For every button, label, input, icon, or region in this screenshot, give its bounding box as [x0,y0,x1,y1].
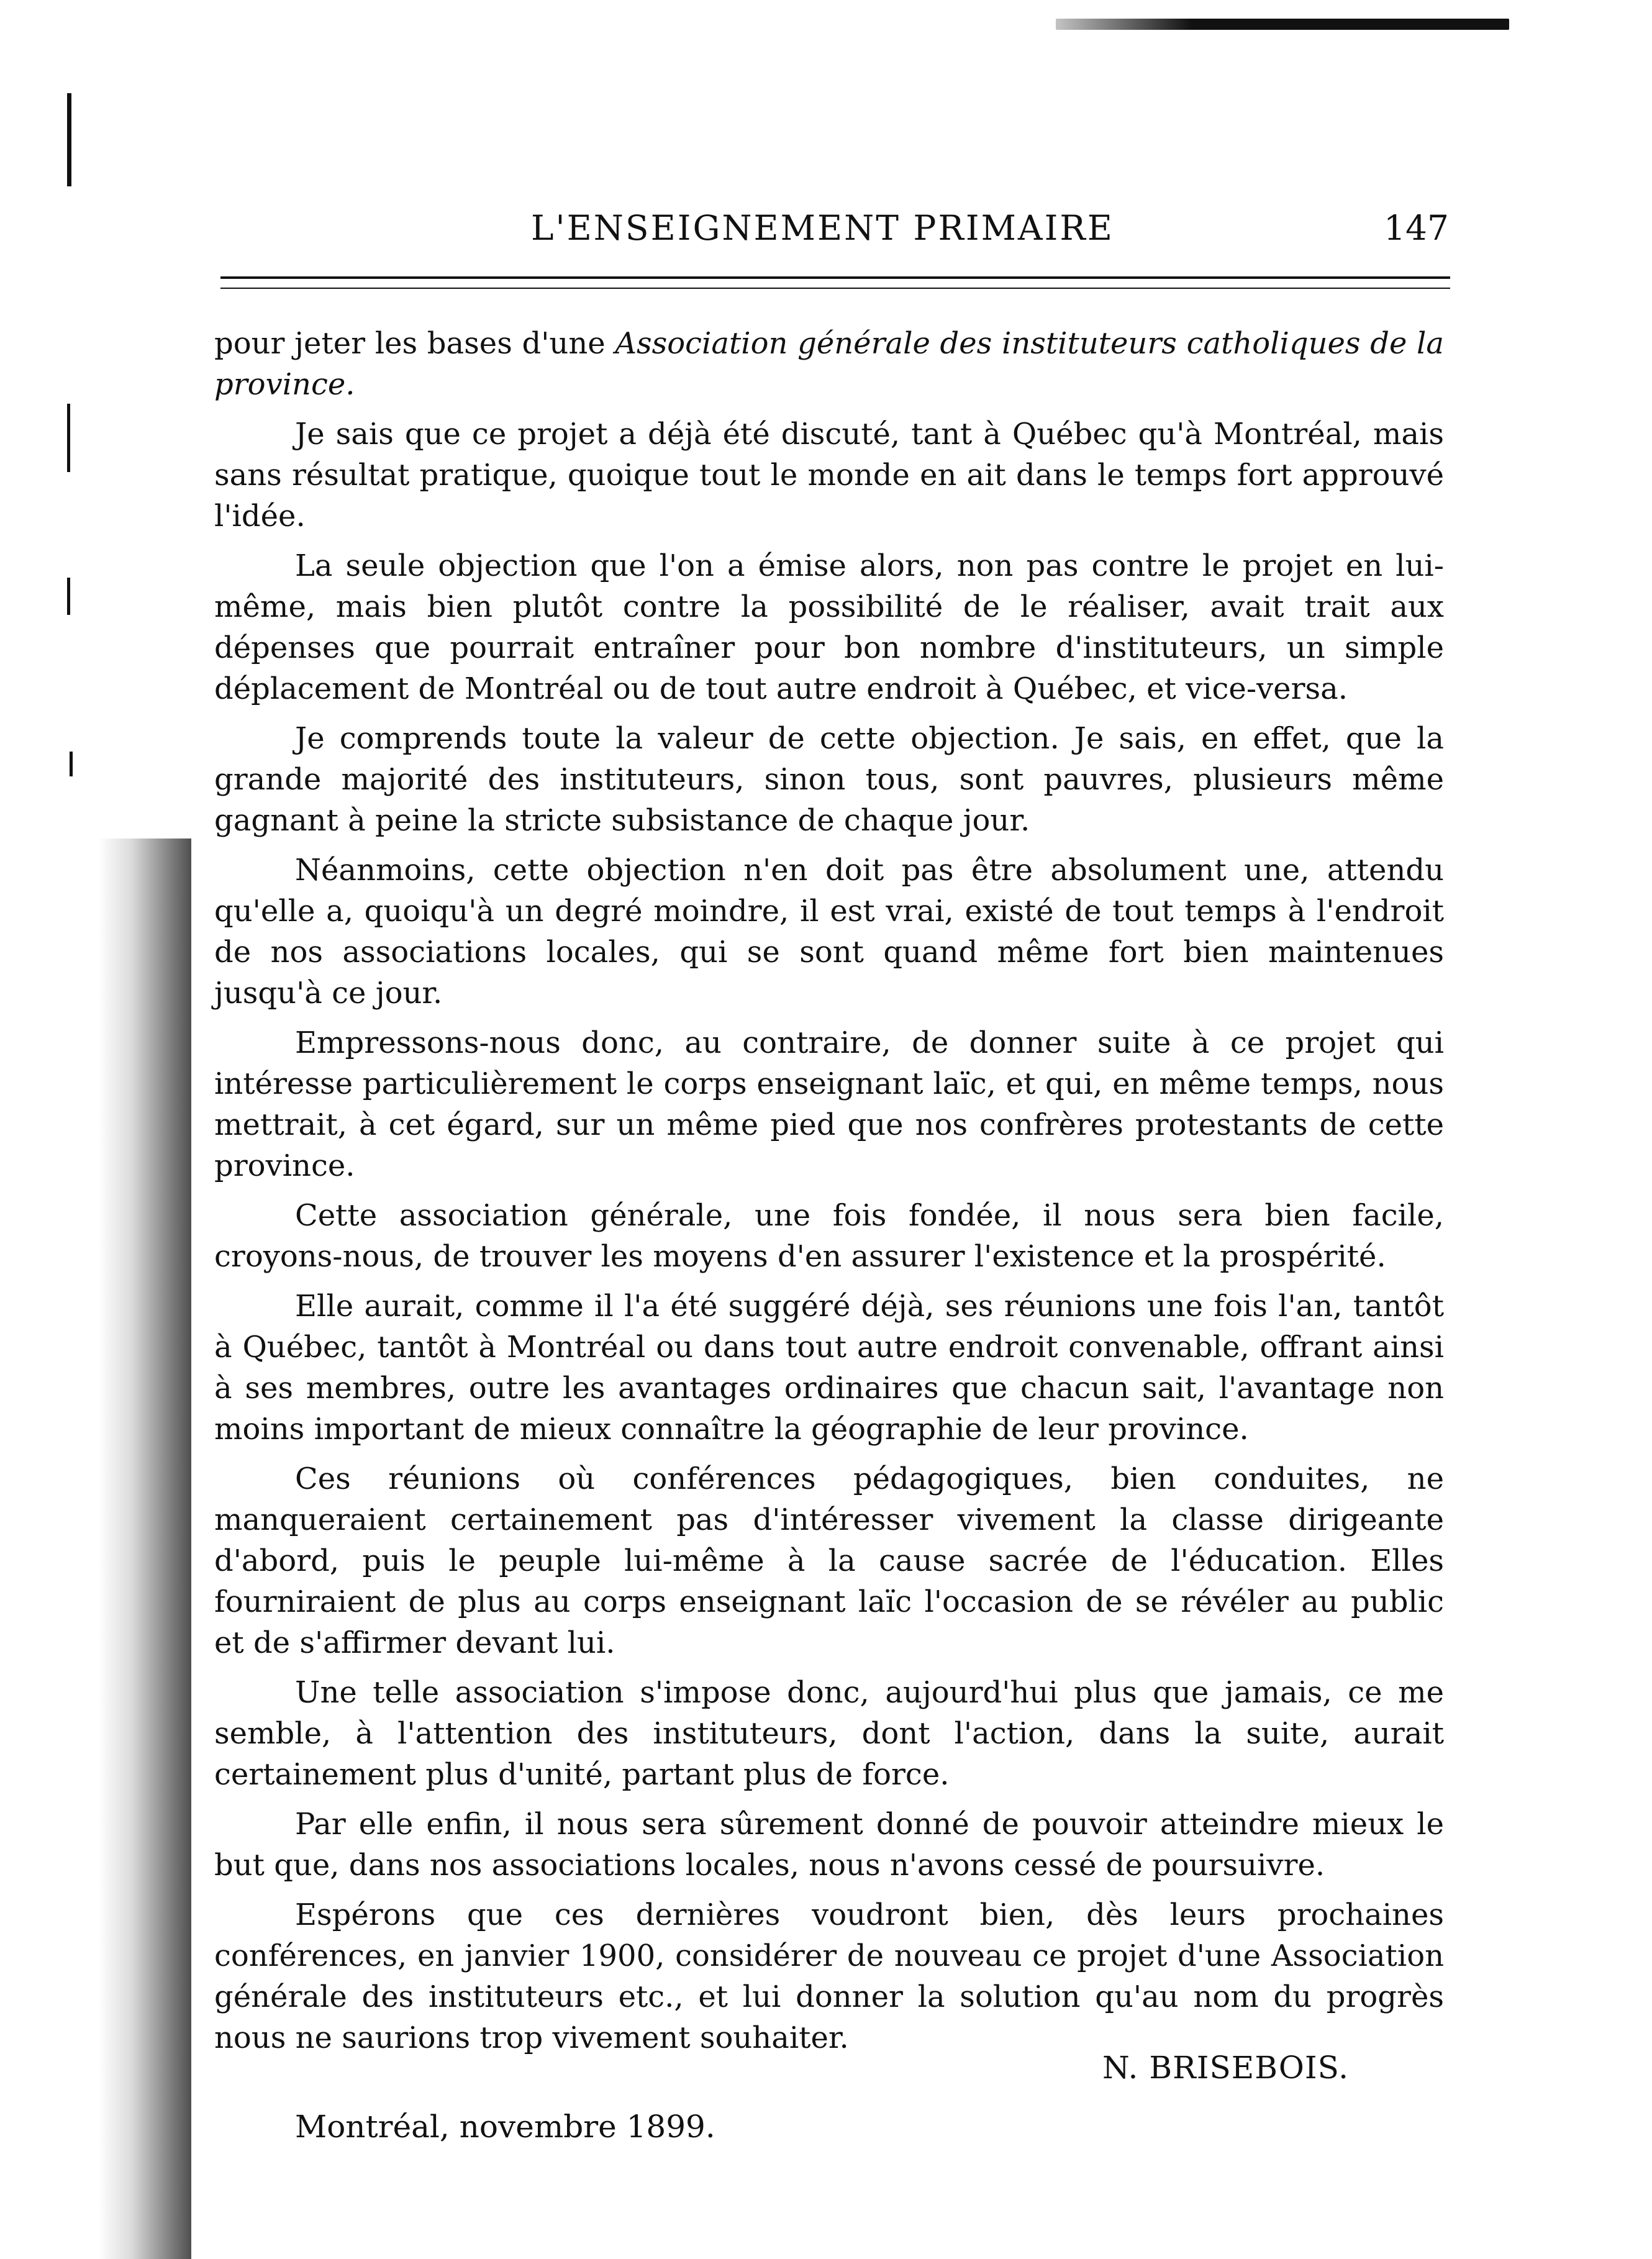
margin-mark [67,578,70,615]
paragraph: Par elle enfin, il nous sera sûrement donné de pouvoir atteindre mieux le but que, dans nos associations locales, nous n'avons cessé de poursuivre. [214,1807,1444,1883]
page-number: 147 [1384,208,1449,248]
margin-mark [67,404,70,472]
paragraph: Elle aurait, comme il l'a été suggéré déjà, ses réunions une fois l'an, tantôt à Québec, tantôt à Montréal ou dans tout autre endroit convenable, offrant ainsi à ses membres, outre les avantages ordinaires que chacun sait, l'avantage non moins important de mieux connaître la géographie de leur province. [214,1289,1444,1447]
dateline: Montréal, novembre 1899. [295,2109,715,2145]
paragraph-text: pour jeter les bases d'une [214,326,615,361]
paragraph: La seule objection que l'on a émise alors, non pas contre le projet en lui-même, mais bien plutôt contre la possibilité de le réaliser, avait trait aux dépenses que pourrait entraîner pour bon nombre d'instituteurs, un simple déplacement de Montréal ou de tout autre endroit à Québec, et vice-versa. [214,548,1444,706]
paragraph: Je comprends toute la valeur de cette objection. Je sais, en effet, que la grande majorité des instituteurs, sinon tous, sont pauvres, plusieurs même gagnant à peine la stricte subsistance de chaque jour. [214,721,1444,838]
header-double-rule [220,276,1450,289]
paragraph: Néanmoins, cette objection n'en doit pas être absolument une, attendu qu'elle a, quoiqu'à un degré moindre, il est vrai, existé de tout temps à l'endroit de nos associations locales, qui se sont quand même fort bien maintenues jusqu'à ce jour. [214,853,1444,1011]
binding-edge-shadow [98,839,191,2259]
author-signature: N. BRISEBOIS. [1102,2050,1350,2086]
paragraph [214,323,1444,405]
paragraph: Espérons que ces dernières voudront bien, dès leurs prochaines conférences, en janvier 1900, considérer de nouveau ce projet d'une Association générale des instituteurs etc., et lui donner la solution qu'au nom du progrès nous ne saurions trop vivement souhaiter. [214,1898,1444,2055]
paragraph: Une telle association s'impose donc, aujourd'hui plus que jamais, ce me semble, à l'attention des instituteurs, dont l'action, dans la suite, aurait certainement plus d'unité, partant plus de force. [214,1675,1444,1792]
margin-mark [67,93,71,186]
italic-title: Association générale des instituteurs catholiques de la province. [214,326,1445,402]
margin-mark [70,752,73,776]
paragraph: Ces réunions où conférences pédagogiques, bien conduites, ne manqueraient certainement pas d'intéresser vivement la classe dirigeante d'abord, puis le peuple lui-même à la cause sacrée de l'éducation. Elles fourniraient de plus au corps enseignant laïc l'occasion de se révéler au public et de s'affirmer devant lui. [214,1461,1444,1660]
article-body [214,323,1444,2067]
paragraph: Je sais que ce projet a déjà été discuté, tant à Québec qu'à Montréal, mais sans résultat pratique, quoique tout le monde en ait dans le temps fort approuvé l'idée. [214,417,1444,534]
paragraph: Empressons-nous donc, au contraire, de donner suite à ce projet qui intéresse particulièrement le corps enseignant laïc, et qui, en même temps, nous mettrait, à cet égard, sur un même pied que nos confrères protestants de cette province. [214,1025,1444,1183]
top-edge-rule [1056,19,1509,30]
running-title: L'ENSEIGNEMENT PRIMAIRE [531,208,1114,248]
paragraph: Cette association générale, une fois fondée, il nous sera bien facile, croyons-nous, de trouver les moyens d'en assurer l'existence et la prospérité. [214,1198,1444,1274]
